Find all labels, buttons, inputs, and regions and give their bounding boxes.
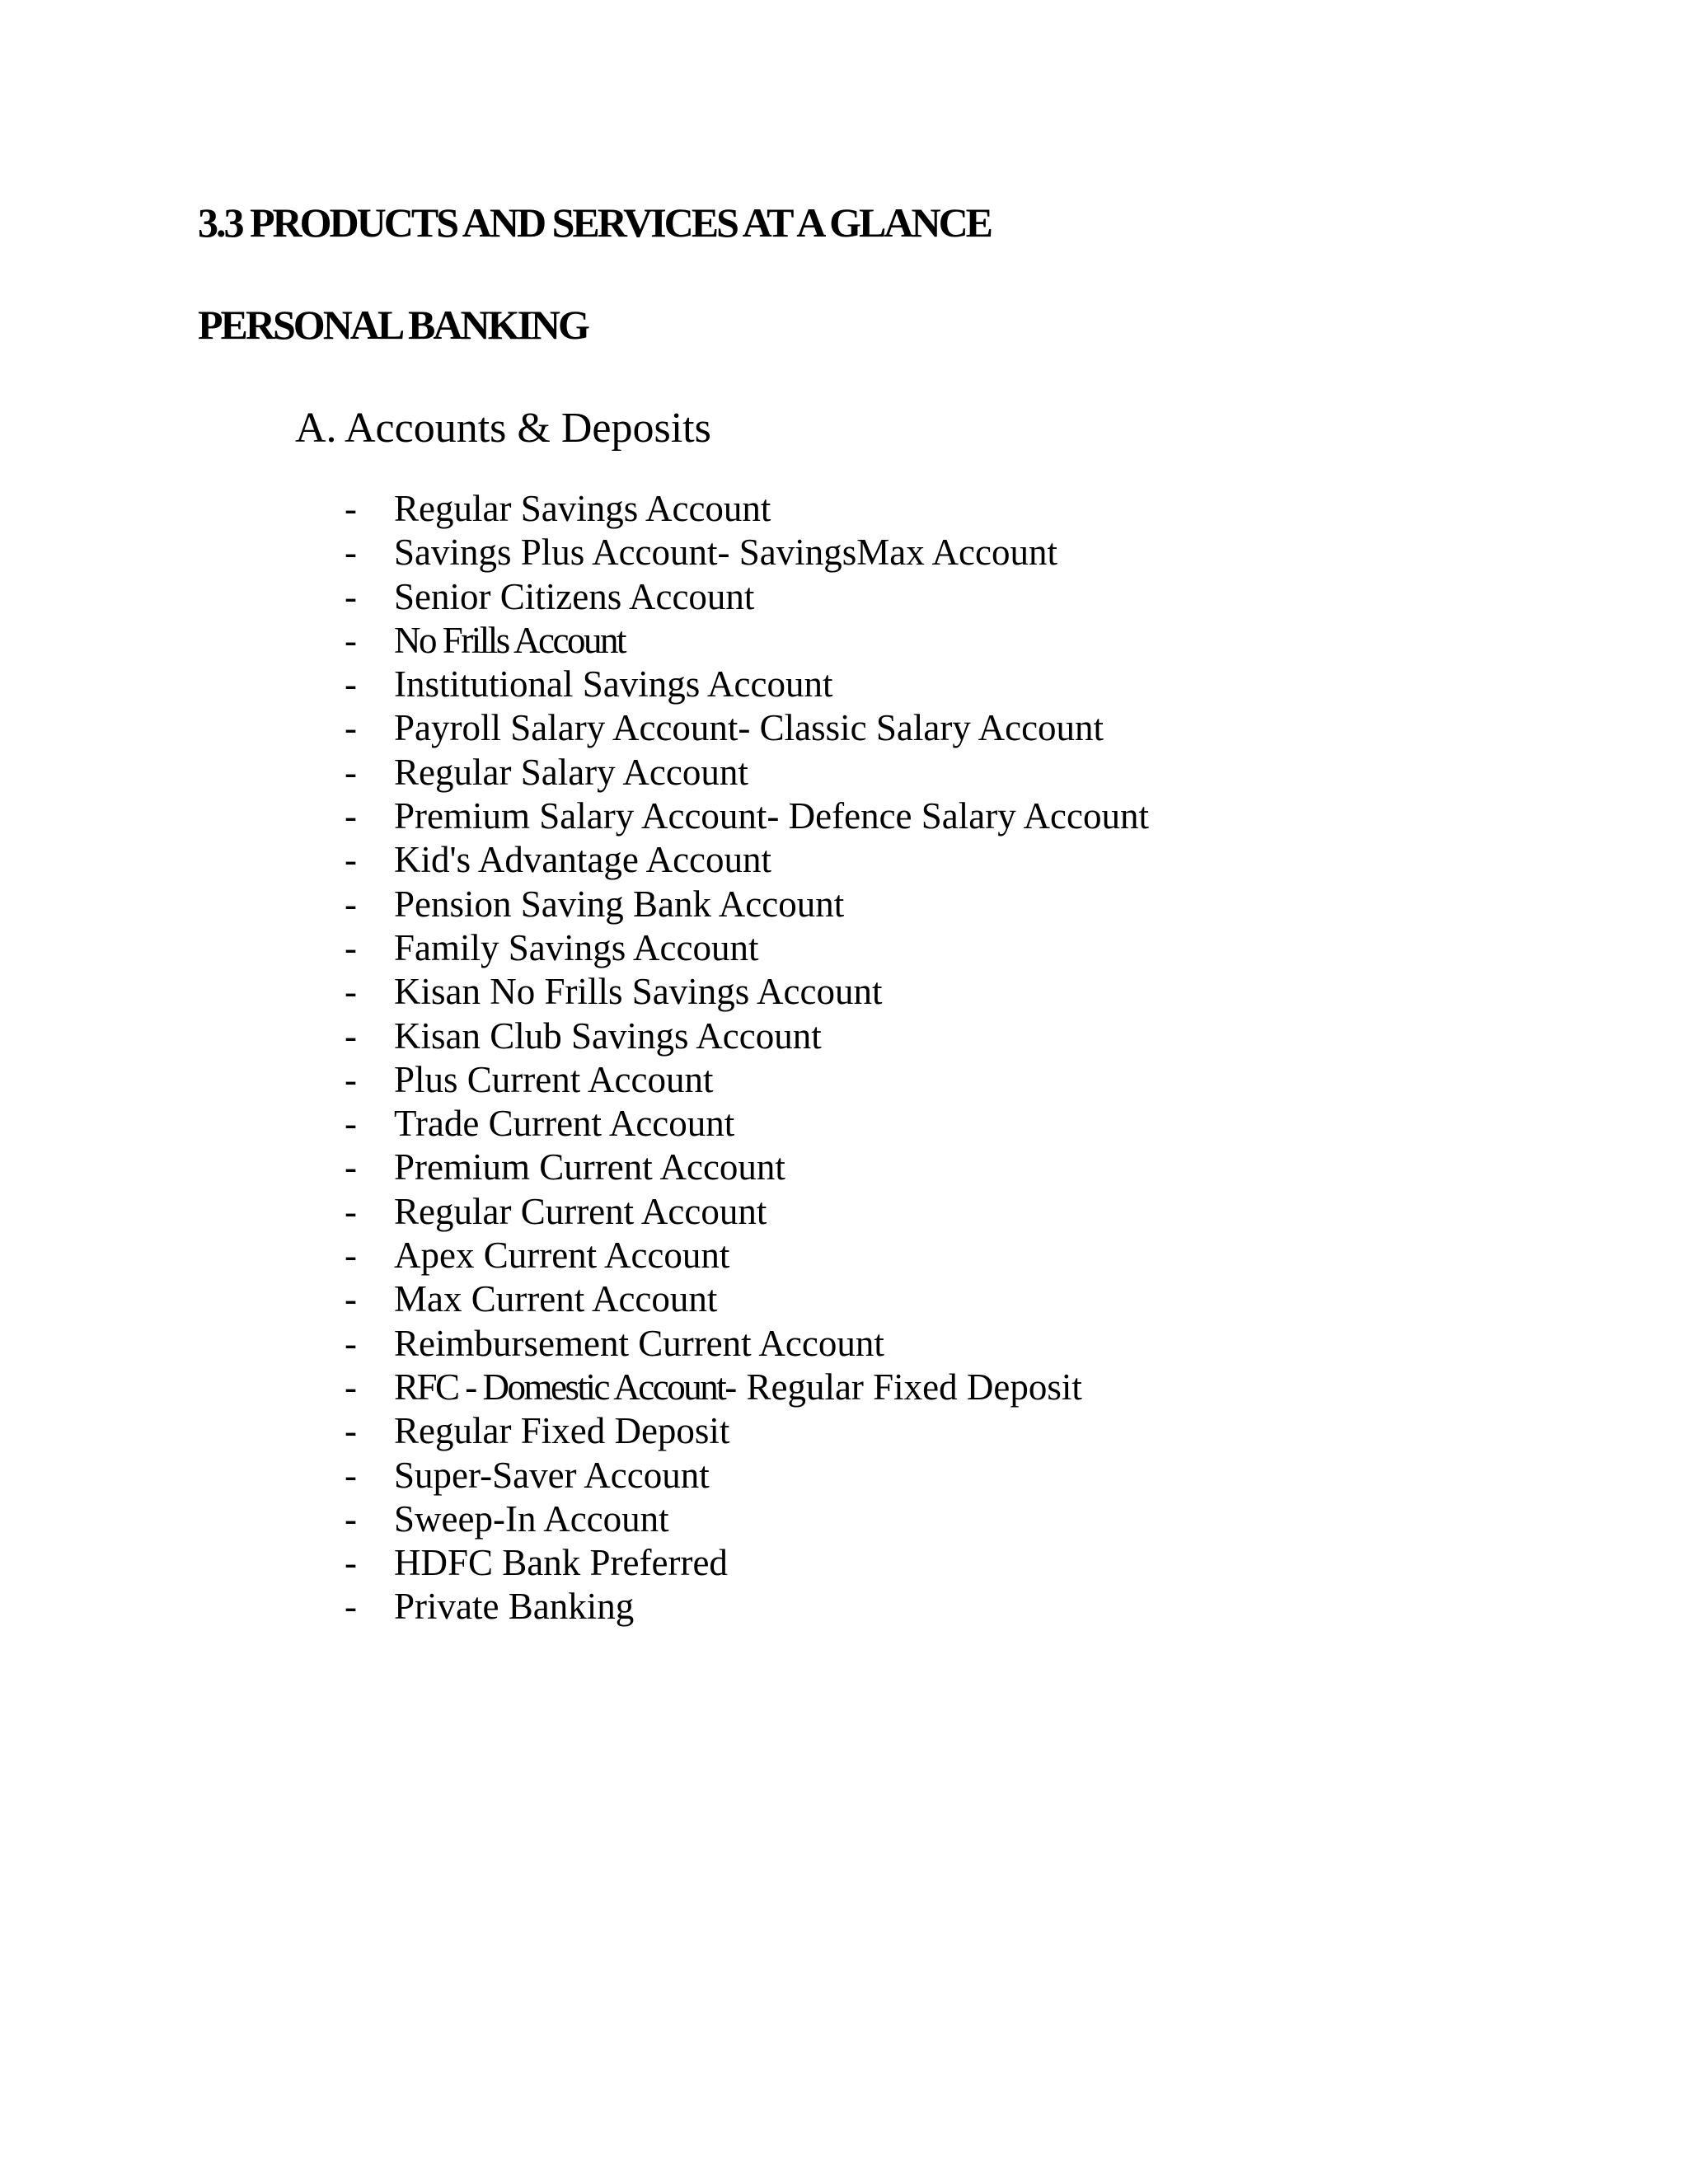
list-item xyxy=(345,1146,1149,1189)
list-item xyxy=(345,1454,1149,1497)
list-item xyxy=(345,1058,1149,1102)
list-item-text: Premium Salary Account- Defence Salary Account xyxy=(394,795,1149,837)
list-item-text: Reimbursement Current Account xyxy=(394,1322,884,1364)
list-bullet: - xyxy=(345,619,357,661)
personal-banking-title: PERSONAL BANKING xyxy=(198,302,588,348)
list-bullet: - xyxy=(345,1278,357,1320)
list-item-text-continued: - Regular Fixed Deposit xyxy=(724,1366,1082,1408)
list-item xyxy=(345,1585,1149,1629)
list-item xyxy=(345,838,1149,882)
list-bullet: - xyxy=(345,1366,357,1408)
list-item-text: HDFC Bank Preferred xyxy=(394,1542,728,1584)
list-item-text: Payroll Salary Account- Classic Salary Account xyxy=(394,707,1104,749)
list-item xyxy=(345,1277,1149,1321)
list-item xyxy=(345,531,1149,574)
list-item-text: Premium Current Account xyxy=(394,1146,785,1188)
list-bullet: - xyxy=(345,971,357,1013)
section-title: 3.3 PRODUCTS AND SERVICES AT A GLANCE xyxy=(198,199,992,246)
list-item xyxy=(345,1366,1149,1409)
list-bullet: - xyxy=(345,1454,357,1496)
list-bullet: - xyxy=(345,1058,357,1100)
list-bullet: - xyxy=(345,663,357,705)
list-item xyxy=(345,1102,1149,1146)
list-item xyxy=(345,1190,1149,1234)
list-bullet: - xyxy=(345,575,357,617)
list-item-text: Super-Saver Account xyxy=(394,1454,710,1496)
subsection-title: Accounts & Deposits xyxy=(345,405,711,452)
list-item xyxy=(345,487,1149,531)
list-bullet: - xyxy=(345,883,357,925)
list-bullet: - xyxy=(345,532,357,574)
list-item-text: Max Current Account xyxy=(394,1278,718,1320)
list-bullet: - xyxy=(345,1497,357,1540)
list-item xyxy=(345,883,1149,926)
list-bullet: - xyxy=(345,488,357,529)
list-item-text: RFC - Domestic Account xyxy=(394,1366,725,1408)
list-item xyxy=(345,926,1149,970)
list-item-text: Institutional Savings Account xyxy=(394,663,833,705)
list-bullet: - xyxy=(345,707,357,749)
list-bullet: - xyxy=(345,1146,357,1188)
list-item xyxy=(345,1322,1149,1366)
list-item-text: Family Savings Account xyxy=(394,926,759,968)
list-item-text: Regular Savings Account xyxy=(394,488,771,529)
list-bullet: - xyxy=(345,1322,357,1364)
list-item-text: Savings Plus Account- SavingsMax Account xyxy=(394,532,1057,574)
list-bullet: - xyxy=(345,1190,357,1232)
list-bullet: - xyxy=(345,839,357,881)
list-item-text: No Frills Account xyxy=(394,619,625,661)
list-item-text: Apex Current Account xyxy=(394,1235,730,1277)
list-item-text: Trade Current Account xyxy=(394,1103,735,1145)
list-bullet: - xyxy=(345,1235,357,1277)
subsection-heading xyxy=(295,402,711,455)
list-item xyxy=(345,970,1149,1014)
list-item-text: Pension Saving Bank Account xyxy=(394,883,845,925)
list-item xyxy=(345,619,1149,663)
list-item xyxy=(345,663,1149,706)
list-item xyxy=(345,794,1149,838)
list-bullet: - xyxy=(345,1542,357,1584)
list-item xyxy=(345,751,1149,794)
list-item xyxy=(345,706,1149,750)
list-item-text: Regular Salary Account xyxy=(394,751,748,793)
list-item-text: Regular Fixed Deposit xyxy=(394,1410,730,1452)
list-item xyxy=(345,1409,1149,1453)
list-bullet: - xyxy=(345,1586,357,1628)
list-bullet: - xyxy=(345,1410,357,1452)
list-item xyxy=(345,1234,1149,1277)
list-bullet: - xyxy=(345,1015,357,1057)
list-item-text: Senior Citizens Account xyxy=(394,575,755,617)
list-item xyxy=(345,1015,1149,1058)
list-bullet: - xyxy=(345,926,357,968)
list-bullet: - xyxy=(345,751,357,793)
list-item xyxy=(345,1497,1149,1541)
list-bullet: - xyxy=(345,795,357,837)
list-item-text: Kid's Advantage Account xyxy=(394,839,772,881)
product-list xyxy=(345,487,1149,1629)
list-item xyxy=(345,575,1149,619)
subsection-marker: A. xyxy=(295,405,337,452)
list-item-text: Plus Current Account xyxy=(394,1058,714,1100)
list-item-text: Kisan Club Savings Account xyxy=(394,1015,822,1057)
list-item xyxy=(345,1541,1149,1585)
list-bullet: - xyxy=(345,1103,357,1145)
list-item-text: Kisan No Frills Savings Account xyxy=(394,971,883,1013)
list-item-text: Sweep-In Account xyxy=(394,1497,669,1540)
list-item-text: Regular Current Account xyxy=(394,1190,767,1232)
list-item-text: Private Banking xyxy=(394,1586,635,1628)
